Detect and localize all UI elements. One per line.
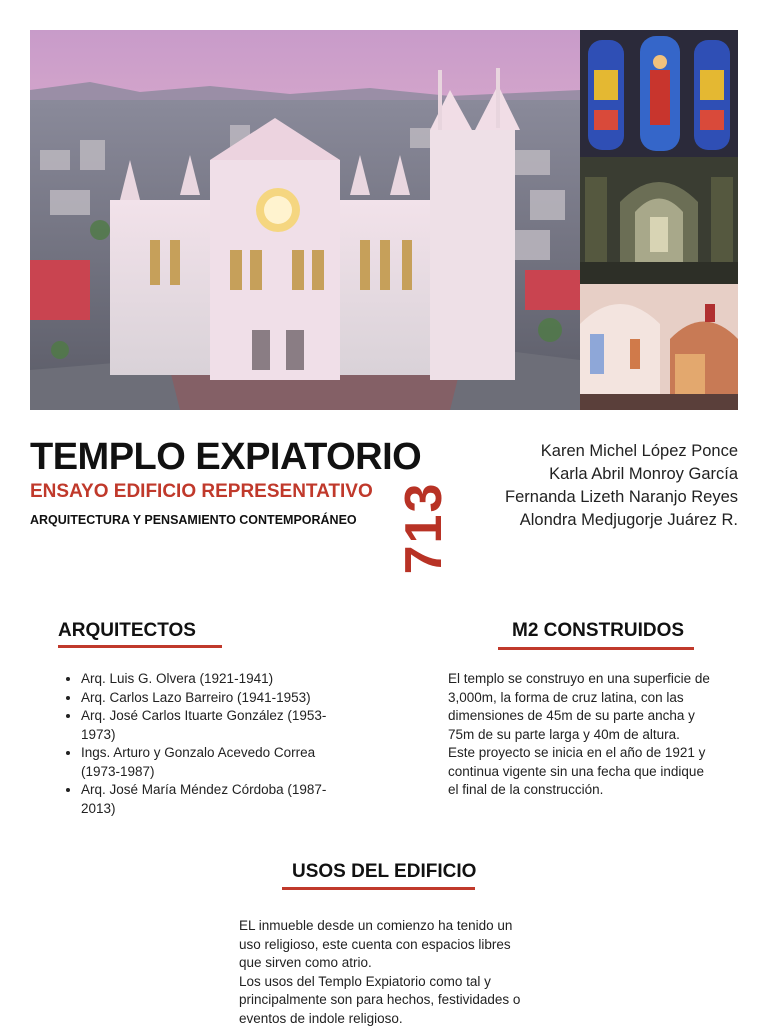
list-item: • Arq. José María Méndez Córdoba (1987-2013) xyxy=(81,781,351,818)
author-name: Karla Abril Monroy García xyxy=(505,463,738,486)
author-list xyxy=(505,440,738,532)
list-item: • Arq. Carlos Lazo Barreiro (1941-1953) xyxy=(81,689,351,708)
paragraph: EL inmueble desde un comienzo ha tenido un uso religioso, este cuenta con espacios libres que sirven como atrio. xyxy=(239,917,529,973)
author-name: Fernanda Lizeth Naranjo Reyes xyxy=(505,486,738,509)
arquitectos-heading: ARQUITECTOS xyxy=(58,620,196,642)
arquitectos-underline xyxy=(58,645,222,648)
document-subtitle: ENSAYO EDIFICIO REPRESENTATIVO xyxy=(30,481,373,503)
paragraph: El templo se construyo en una superficie de 3,000m, la forma de cruz latina, con las dimensiones de 45m de su parte ancha y 75m de su parte larga y 40m de altura. xyxy=(448,670,716,744)
list-item: • Arq. Luis G. Olvera (1921-1941) xyxy=(81,670,351,689)
course-name: ARQUITECTURA Y PENSAMIENTO CONTEMPORÁNEO xyxy=(30,513,357,527)
m2-heading: M2 CONSTRUIDOS xyxy=(512,620,684,642)
m2-underline xyxy=(498,647,694,650)
usos-heading: USOS DEL EDIFICIO xyxy=(292,861,476,883)
list-item: • Arq. José Carlos Ituarte González (1953-1973) xyxy=(81,707,351,744)
nave-interior-photo xyxy=(580,284,738,410)
m2-text xyxy=(448,670,716,800)
paragraph: Este proyecto se inicia en el año de 1921 y continua vigente sin una fecha que indique el final de la construcción. xyxy=(448,744,716,800)
stained-glass-photo xyxy=(580,30,738,157)
paragraph: Los usos del Templo Expiatorio como tal y principalmente son para hechos, festividades o eventos de indole religioso. xyxy=(239,973,529,1028)
page-title: TEMPLO EXPIATORIO xyxy=(30,434,421,480)
usos-underline xyxy=(282,887,475,890)
altar-interior-photo xyxy=(580,157,738,284)
usos-text xyxy=(239,917,529,1028)
course-code: 713 xyxy=(394,482,454,575)
cathedral-exterior-photo xyxy=(30,30,580,410)
author-name: Karen Michel López Ponce xyxy=(505,440,738,463)
architects-list xyxy=(68,670,351,818)
list-item: • Ings. Arturo y Gonzalo Acevedo Correa (1973-1987) xyxy=(81,744,351,781)
author-name: Alondra Medjugorje Juárez R. xyxy=(505,509,738,532)
